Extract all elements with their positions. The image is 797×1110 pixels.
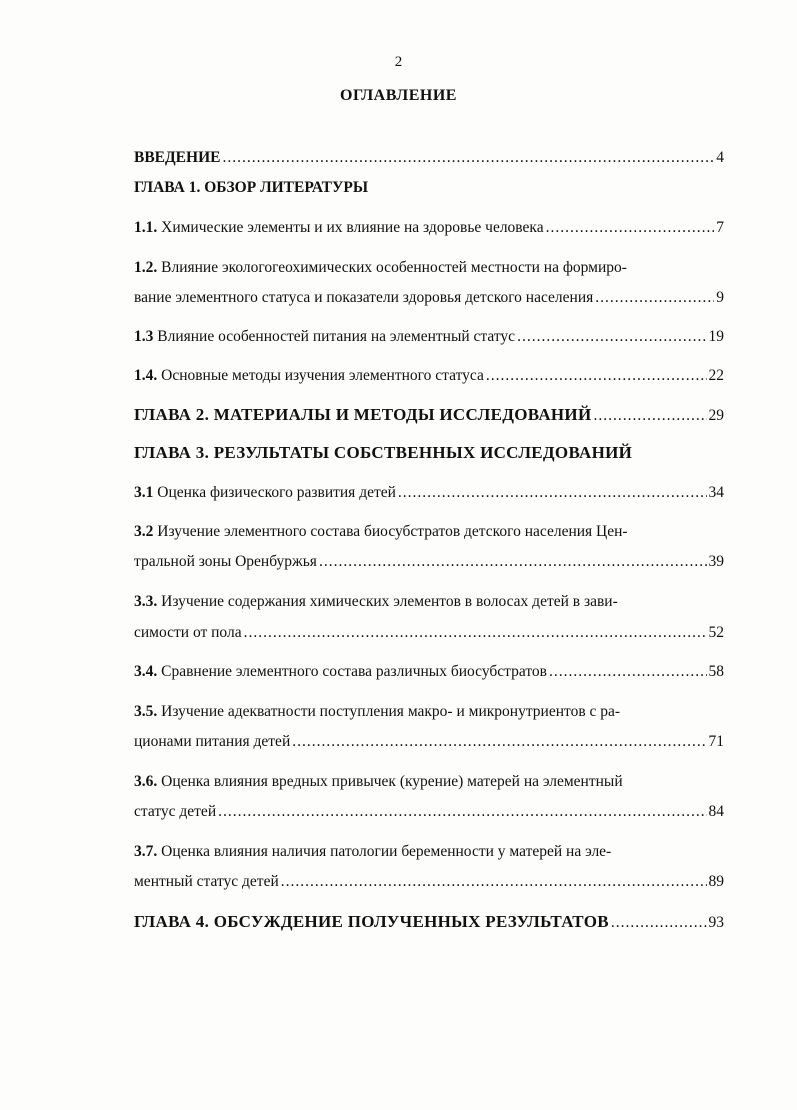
- toc-entry-page: 4: [716, 149, 724, 166]
- toc-entry-number: 3.4.: [134, 663, 158, 680]
- toc-entry-3-5[interactable]: [134, 700, 724, 724]
- toc-entry-number: 3.3.: [134, 593, 158, 610]
- toc-entry-page: 7: [716, 219, 724, 236]
- toc-entry-text: Сравнение элементного состава различных биосубстратов: [161, 663, 547, 680]
- toc-entry-3-7[interactable]: [134, 840, 724, 864]
- toc-entry-text: Химические элементы и их влияние на здоровье человека: [161, 219, 544, 236]
- toc-entry-text: ментный статус детей: [134, 873, 279, 890]
- toc-entry-3-6[interactable]: [134, 770, 724, 794]
- leader-dots: [398, 481, 707, 505]
- toc-entry-3-1[interactable]: [134, 481, 724, 505]
- leader-dots: [222, 146, 714, 170]
- toc-title: ОГЛАВЛЕНИЕ: [340, 87, 457, 104]
- toc-entry-text: ГЛАВА 3. РЕЗУЛЬТАТЫ СОБСТВЕННЫХ ИССЛЕДОВАНИЙ: [134, 443, 633, 462]
- toc-chapter-3[interactable]: [134, 441, 724, 465]
- toc-entry-3-3[interactable]: [134, 590, 724, 614]
- toc-entry-number: 3.5.: [134, 703, 158, 720]
- toc-entry-number: 1.3: [134, 328, 154, 345]
- toc-entry-page: 58: [708, 663, 724, 680]
- leader-dots: [546, 216, 715, 240]
- toc-entry-1-3[interactable]: [134, 325, 724, 349]
- toc-chapter-2[interactable]: [134, 403, 724, 427]
- toc-entry-page: 84: [708, 803, 724, 820]
- toc-entry-1-4[interactable]: [134, 364, 724, 388]
- toc-entry-number: 3.2: [134, 523, 154, 540]
- leader-dots: [292, 730, 706, 754]
- toc-entry-3-6-cont[interactable]: [134, 800, 724, 824]
- toc-entry-page: 19: [708, 328, 724, 345]
- toc-entry-text: Изучение элементного состава биосубстратов детского населения Цен-: [157, 523, 628, 540]
- toc-entry-1-1[interactable]: [134, 216, 724, 240]
- leader-dots: [486, 364, 707, 388]
- leader-dots: [595, 286, 714, 310]
- leader-dots: [218, 800, 706, 824]
- leader-dots: [281, 870, 707, 894]
- toc-entry-page: 29: [708, 407, 724, 424]
- toc-entry-page: 93: [708, 914, 724, 931]
- toc-entry-text: статус детей: [134, 803, 217, 820]
- toc-entry-3-2-cont[interactable]: [134, 550, 724, 574]
- toc-entry-1-2[interactable]: [134, 256, 724, 280]
- toc-entry-text: Влияние особенностей питания на элементный статус: [157, 328, 516, 345]
- toc-entry-3-7-cont[interactable]: [134, 870, 724, 894]
- toc-entry-3-2[interactable]: [134, 520, 724, 544]
- leader-dots: [517, 325, 706, 349]
- toc-entry-number: 3.1: [134, 484, 154, 501]
- toc-entry-3-4[interactable]: [134, 660, 724, 684]
- toc-entry-1-2-cont[interactable]: [134, 286, 724, 310]
- toc-entry-text: ционами питания детей: [134, 733, 291, 750]
- toc-entry-text: ГЛАВА 4. ОБСУЖДЕНИЕ ПОЛУЧЕННЫХ РЕЗУЛЬТАТОВ: [134, 912, 609, 931]
- toc-chapter-1[interactable]: [134, 176, 724, 200]
- toc-entry-text: Оценка физического развития детей: [157, 484, 396, 501]
- toc-entry-text: Изучение содержания химических элементов в волосах детей в зави-: [161, 593, 618, 610]
- toc-entry-text: вание элементного статуса и показатели здоровья детского населения: [134, 289, 594, 306]
- toc-entry-number: 3.6.: [134, 773, 158, 790]
- toc-entry-number: 1.4.: [134, 367, 158, 384]
- toc-chapter-4[interactable]: [134, 910, 724, 934]
- toc-entry-text: тральной зоны Оренбуржья: [134, 553, 317, 570]
- toc-entry-text: ГЛАВА 1. ОБЗОР ЛИТЕРАТУРЫ: [134, 179, 369, 196]
- toc-entry-3-3-cont[interactable]: [134, 621, 724, 645]
- toc-entry-number: 3.7.: [134, 843, 158, 860]
- toc-entry-text: ГЛАВА 2. МАТЕРИАЛЫ И МЕТОДЫ ИССЛЕДОВАНИЙ: [134, 405, 592, 424]
- toc-entry-text: Влияние экологогеохимических особенностей местности на формиро-: [161, 259, 627, 276]
- leader-dots: [319, 550, 707, 574]
- leader-dots: [611, 911, 707, 935]
- toc-entry-text: Изучение адекватности поступления макро- и микронутриентов с ра-: [161, 703, 621, 720]
- toc-entry-number: 1.2.: [134, 259, 158, 276]
- toc-entry-text: симости от пола: [134, 624, 242, 641]
- toc-entry-page: 89: [708, 873, 724, 890]
- leader-dots: [549, 660, 707, 684]
- toc-entry-text: Основные методы изучения элементного статуса: [161, 367, 484, 384]
- toc-entry-text: Оценка влияния наличия патологии беременности у матерей на эле-: [161, 843, 612, 860]
- page-number: 2: [394, 54, 403, 70]
- toc-entry-number: 1.1.: [134, 219, 158, 236]
- toc-entry-3-5-cont[interactable]: [134, 730, 724, 754]
- toc-entry-page: 71: [708, 733, 724, 750]
- toc-entry-text: Оценка влияния вредных привычек (курение) матерей на элементный: [161, 773, 623, 790]
- toc-entry-page: 52: [708, 624, 724, 641]
- leader-dots: [593, 404, 706, 428]
- toc-entry-text: ВВЕДЕНИЕ: [134, 149, 221, 166]
- toc-entry-page: 34: [708, 484, 724, 501]
- toc-entry-page: 9: [716, 289, 724, 306]
- leader-dots: [244, 621, 707, 645]
- toc-entry-page: 39: [708, 553, 724, 570]
- toc-entry-page: 22: [708, 367, 724, 384]
- toc-entry-introduction[interactable]: [134, 146, 724, 170]
